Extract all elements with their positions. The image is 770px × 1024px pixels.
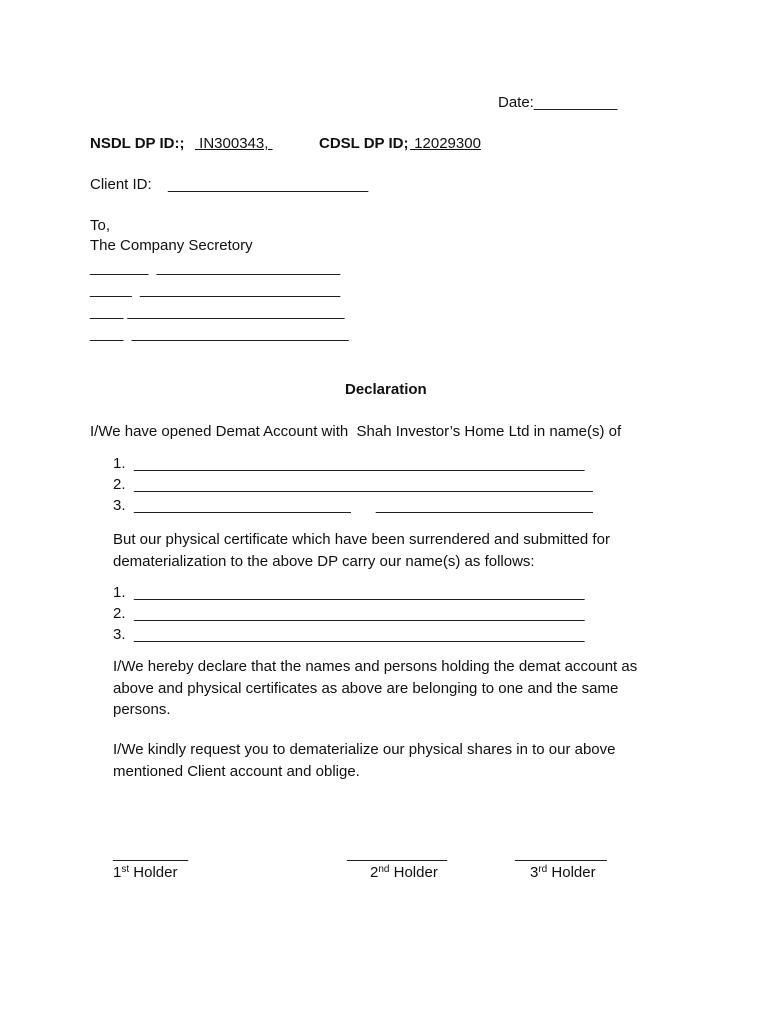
address-line[interactable]: ____ __________________________	[90, 325, 349, 342]
address-recipient: The Company Secretory	[90, 237, 253, 254]
cdsl-dp-id-value: 12029300	[410, 135, 481, 152]
address-line[interactable]: _____ ________________________	[90, 281, 341, 298]
signature-line-1[interactable]: _________	[113, 845, 189, 862]
name-blank[interactable]: ______________________________________________________	[134, 605, 585, 622]
list-item-number: 3.	[113, 626, 126, 643]
date-blank[interactable]: __________	[533, 94, 618, 111]
signature-line-2[interactable]: ____________	[347, 845, 448, 862]
client-id-blank[interactable]: ________________________	[168, 176, 369, 193]
list-item-number: 1.	[113, 455, 126, 472]
list-item-number: 2.	[113, 476, 126, 493]
name-blank[interactable]: __________________________ __________________________	[134, 497, 593, 514]
declaration-heading: Declaration	[345, 381, 427, 398]
nsdl-dp-id-value: IN300343,	[195, 135, 273, 152]
date-field	[498, 94, 617, 112]
address-line[interactable]: ____ __________________________	[90, 303, 345, 320]
list-item-number: 1.	[113, 584, 126, 601]
certificate-paragraph: But our physical certificate which have been surrendered and submitted for dematerialization to the above DP carry our name(s) as follows:	[113, 531, 610, 570]
list-item-number: 3.	[113, 497, 126, 514]
list-item-number: 2.	[113, 605, 126, 622]
address-line[interactable]: _______ ______________________	[90, 259, 341, 276]
name-blank[interactable]: ______________________________________________________	[134, 626, 585, 643]
name-blank[interactable]: ______________________________________________________	[134, 455, 585, 472]
intro-text: I/We have opened Demat Account with Shah Investor’s Home Ltd in name(s) of	[90, 423, 622, 440]
cdsl-dp-id-label: CDSL DP ID;	[319, 135, 409, 152]
request-paragraph: I/We kindly request you to dematerialize our physical shares in to our above mentioned Client account and oblige.	[113, 741, 616, 780]
address-to: To,	[90, 217, 111, 234]
client-id-label: Client ID:	[90, 176, 152, 193]
date-label: Date:	[498, 94, 534, 111]
name-blank[interactable]: _______________________________________________________	[134, 476, 593, 493]
signature-label-1: 1st Holder	[113, 864, 178, 881]
name-blank[interactable]: ______________________________________________________	[134, 584, 585, 601]
signature-line-3[interactable]: ___________	[515, 845, 607, 862]
nsdl-dp-id-label: NSDL DP ID:;	[90, 135, 185, 152]
declare-paragraph: I/We hereby declare that the names and persons holding the demat account as above and physical certificates as above are belonging to one and the same persons.	[113, 658, 638, 718]
signature-label-3: 3rd Holder	[530, 864, 596, 881]
signature-label-2: 2nd Holder	[370, 864, 438, 881]
